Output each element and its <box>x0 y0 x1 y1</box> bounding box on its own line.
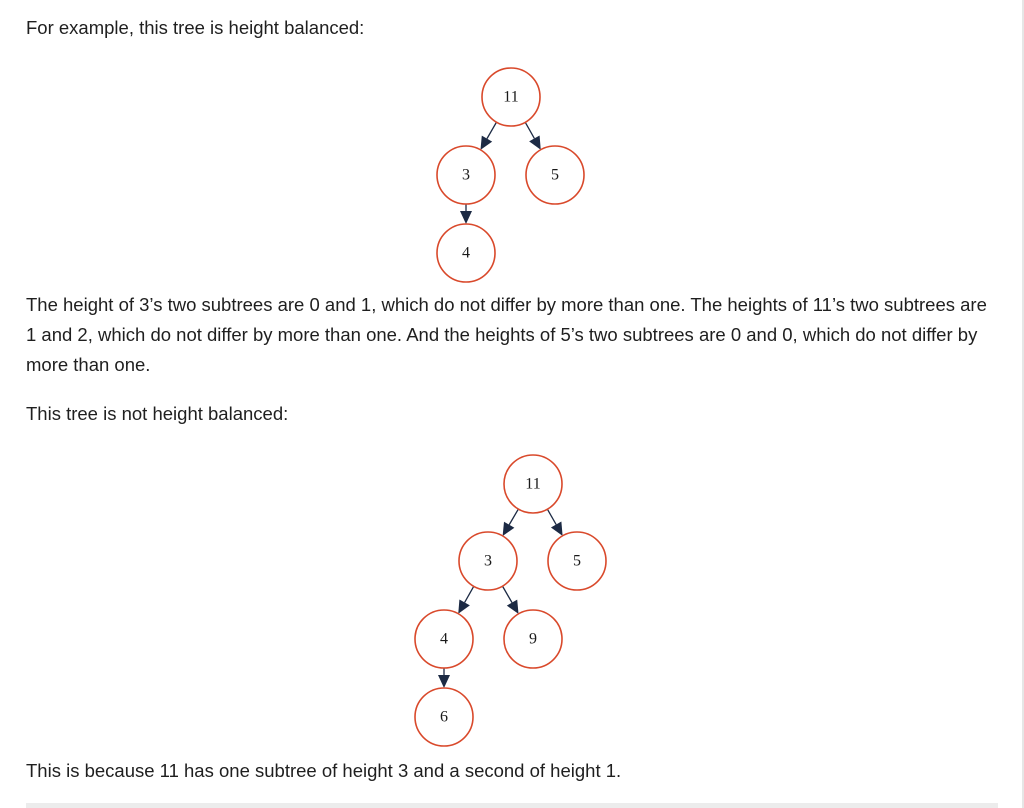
arrowhead-icon <box>458 599 470 613</box>
tree-edge-11-3 <box>503 509 519 536</box>
tree-node-4 <box>437 224 495 282</box>
tree-edge-11-5 <box>547 509 562 536</box>
node-label: 5 <box>573 552 581 570</box>
edge-line <box>502 586 512 603</box>
tree-node-9 <box>504 610 562 668</box>
tree-node-4 <box>415 610 473 668</box>
edge-line <box>509 509 518 525</box>
balanced-tree-diagram <box>0 60 1024 290</box>
tree-edge-4-6 <box>438 668 450 688</box>
arrowhead-icon <box>507 600 519 614</box>
intro-paragraph: For example, this tree is height balanced: <box>26 17 365 38</box>
arrowhead-icon <box>438 675 450 688</box>
tree-node-5 <box>548 532 606 590</box>
tree-node-11 <box>504 455 562 513</box>
unbalanced-tree-diagram <box>0 447 1024 752</box>
content-divider <box>26 803 998 808</box>
node-label: 11 <box>503 88 519 106</box>
arrowhead-icon <box>503 522 515 536</box>
node-label: 5 <box>551 166 559 184</box>
tree-node-6 <box>415 688 473 746</box>
not-balanced-paragraph: This tree is not height balanced: <box>26 403 289 424</box>
arrowhead-icon <box>460 211 472 224</box>
node-label: 4 <box>440 630 448 648</box>
edge-line <box>525 122 534 138</box>
node-label: 4 <box>462 244 470 262</box>
tree-edge-3-4 <box>458 586 474 613</box>
arrowhead-icon <box>480 136 492 150</box>
because-paragraph: This is because 11 has one subtree of height 3 and a second of height 1. <box>26 760 622 781</box>
node-label: 9 <box>529 630 537 648</box>
edge-line <box>465 586 474 602</box>
node-label: 3 <box>462 166 470 184</box>
tree-node-3 <box>459 532 517 590</box>
tree-edge-3-4 <box>460 204 472 224</box>
tree-edge-11-3 <box>480 122 496 150</box>
tree-edge-3-9 <box>502 586 518 614</box>
arrowhead-icon <box>529 135 541 149</box>
edge-line <box>547 509 556 524</box>
node-label: 6 <box>440 708 448 726</box>
node-label: 3 <box>484 552 492 570</box>
tree-edge-11-5 <box>525 122 541 149</box>
explanation-paragraph: The height of 3’s two subtrees are 0 and 1, which do not differ by more than one. The heights of 11’s two subtrees are 1 and 2, which do not differ by more than one. And the heights of 5’s two subtrees are 0 and 0, which do not differ by more than one. <box>26 294 987 375</box>
tree-node-5 <box>526 146 584 204</box>
tree-node-11 <box>482 68 540 126</box>
arrowhead-icon <box>551 522 563 536</box>
edge-line <box>487 122 497 139</box>
tree-node-3 <box>437 146 495 204</box>
node-label: 11 <box>525 475 541 493</box>
